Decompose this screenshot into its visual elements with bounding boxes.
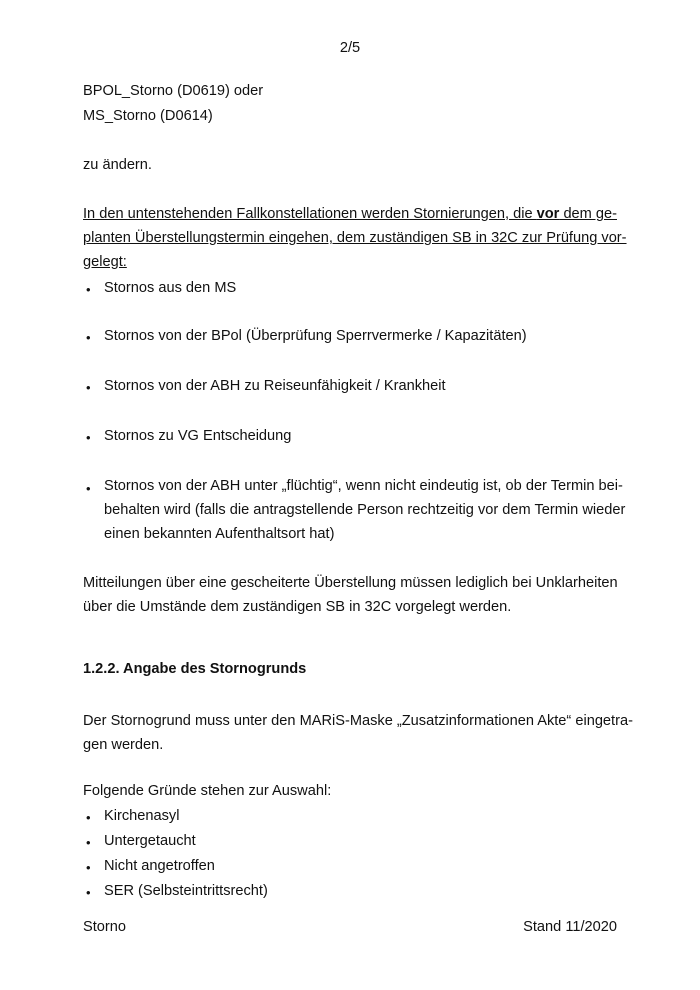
- reason-item: Untergetaucht: [104, 833, 196, 849]
- reason-item: SER (Selbsteintrittsrecht): [104, 883, 268, 899]
- intro-line-1: BPOL_Storno (D0619) oder: [83, 83, 264, 99]
- bullet-icon: •: [86, 810, 91, 825]
- emphasis-vor: vor: [536, 206, 560, 222]
- case-list-long-line-1: Stornos von der ABH unter „flüchtig“, wenn nicht eindeutig ist, ob der Termin bei-: [104, 478, 623, 494]
- bullet-icon: •: [86, 885, 91, 900]
- bullet-icon: •: [86, 860, 91, 875]
- reason-paragraph: [83, 709, 633, 757]
- intro-line-3: zu ändern.: [83, 157, 152, 173]
- underlined-paragraph: [83, 202, 627, 274]
- reason-line-2: gen werden.: [83, 737, 164, 753]
- reason-line-1: Der Stornogrund muss unter den MARiS-Maske „Zusatzinformationen Akte“ eingetra-: [83, 713, 633, 729]
- reason-item: Nicht angetroffen: [104, 858, 215, 874]
- section-heading: 1.2.2. Angabe des Stornogrunds: [83, 661, 307, 677]
- notice-line-2: über die Umstände dem zuständigen SB in 32C vorgelegt werden.: [83, 599, 512, 615]
- bullet-icon: •: [86, 330, 91, 345]
- underlined-text-post: dem ge-: [559, 206, 617, 222]
- notice-line-1: Mitteilungen über eine gescheiterte Überstellung müssen lediglich bei Unklarheiten: [83, 575, 618, 591]
- case-list-long-line-3: einen bekannten Aufenthaltsort hat): [104, 526, 335, 542]
- underlined-paragraph-line-2: planten Überstellungstermin eingehen, dem zuständigen SB in 32C zur Prüfung vor-: [83, 230, 627, 246]
- case-list-long-line-2: behalten wird (falls die antragstellende Person rechtzeitig vor dem Termin wieder: [104, 502, 626, 518]
- case-list-item: Stornos von der ABH zu Reiseunfähigkeit / Krankheit: [104, 378, 446, 394]
- underlined-paragraph-line-1: [83, 202, 617, 226]
- case-list-item: Stornos aus den MS: [104, 280, 237, 296]
- underlined-text-pre: In den untenstehenden Fallkonstellationen werden Stornierungen, die: [83, 206, 537, 222]
- reason-item: Kirchenasyl: [104, 808, 180, 824]
- footer-title: Storno: [83, 919, 126, 935]
- reasons-intro: Folgende Gründe stehen zur Auswahl:: [83, 783, 332, 799]
- bullet-icon: •: [86, 430, 91, 445]
- bullet-icon: •: [86, 380, 91, 395]
- footer-date: Stand 11/2020: [523, 919, 617, 935]
- case-list-item: Stornos zu VG Entscheidung: [104, 428, 292, 444]
- notice-paragraph: [83, 571, 617, 619]
- case-list-item-long: [104, 474, 626, 546]
- underlined-paragraph-line-3: gelegt:: [83, 254, 127, 270]
- page-number: 2/5: [339, 40, 361, 56]
- case-list-item: Stornos von der BPol (Überprüfung Sperrvermerke / Kapazitäten): [104, 328, 527, 344]
- bullet-icon: •: [86, 481, 91, 496]
- intro-line-2: MS_Storno (D0614): [83, 108, 213, 124]
- bullet-icon: •: [86, 835, 91, 850]
- bullet-icon: •: [86, 282, 91, 297]
